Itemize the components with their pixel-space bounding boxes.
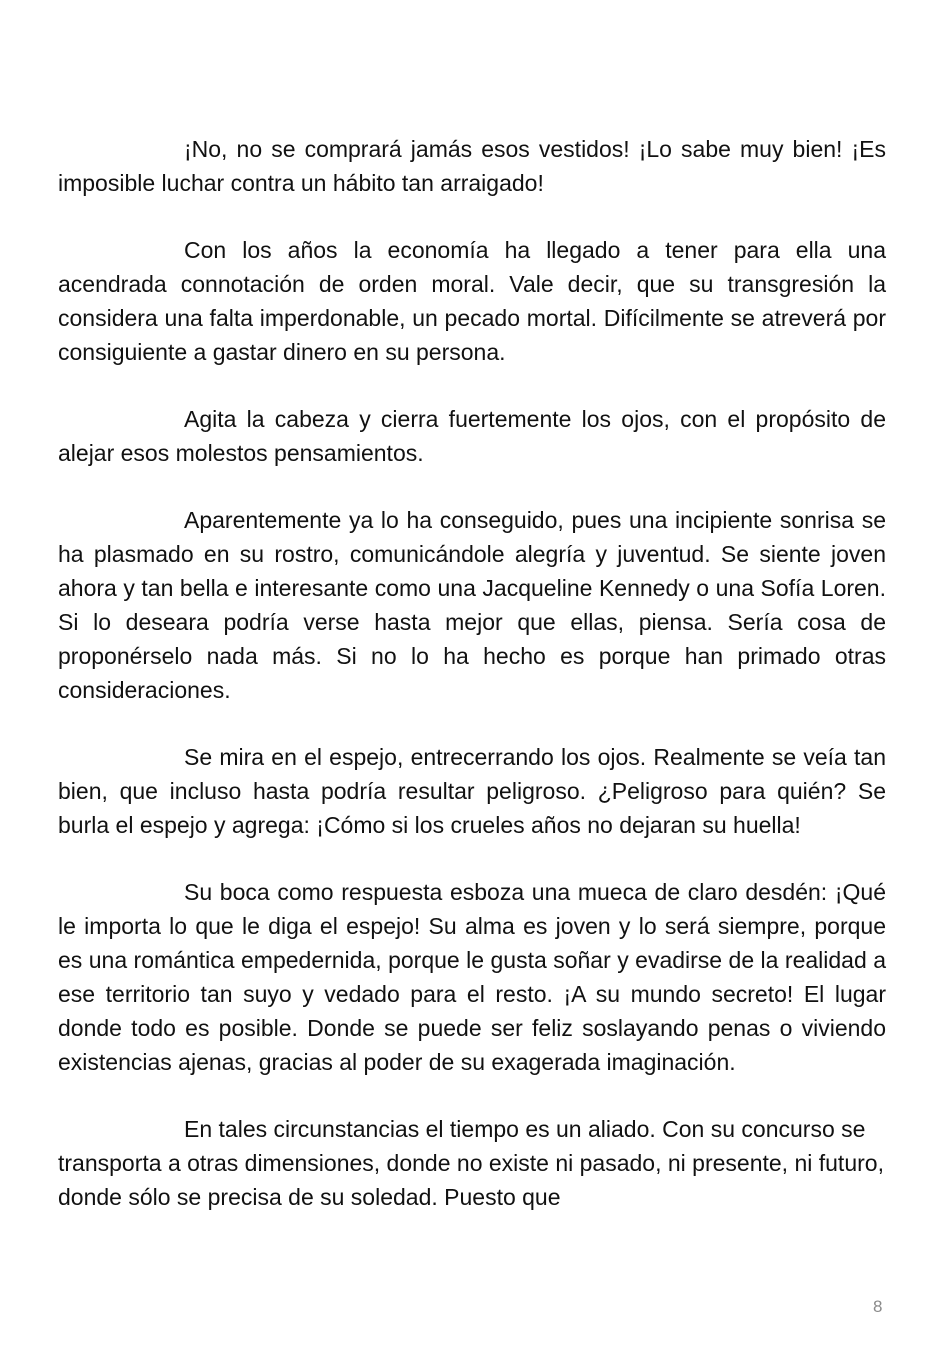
- paragraph-6: [58, 875, 886, 1079]
- paragraph-text: Agita la cabeza y cierra fuertemente los ojos, con el propósito de alejar esos molestos pensamientos.: [58, 406, 886, 466]
- paragraph-7: [58, 1112, 886, 1214]
- paragraph-text: Se mira en el espejo, entrecerrando los ojos. Realmente se veía tan bien, que incluso hasta podría resultar peligroso. ¿Peligroso para quién? Se burla el espejo y agrega: ¡Cómo si los crueles años no dejaran su huella!: [58, 744, 886, 838]
- paragraph-5: [58, 740, 886, 842]
- document-body: [58, 132, 886, 1214]
- paragraph-text: Aparentemente ya lo ha conseguido, pues una incipiente sonrisa se ha plasmado en su rostro, comunicándole alegría y juventud. Se siente joven ahora y tan bella e interesante como una Jacqueline Kennedy o una Sofía Loren. Si lo deseara podría verse hasta mejor que ellas, piensa. Sería cosa de proponérselo nada más. Si no lo ha hecho es porque han primado otras consideraciones.: [58, 507, 886, 703]
- paragraph-text: ¡No, no se comprará jamás esos vestidos! ¡Lo sabe muy bien! ¡Es imposible luchar contra un hábito tan arraigado!: [58, 136, 886, 196]
- paragraph-text: Su boca como respuesta esboza una mueca de claro desdén: ¡Qué le importa lo que le diga el espejo! Su alma es joven y lo será siempre, porque es una romántica empedernida, porque le gusta soñar y evadirse de la realidad a ese territorio tan suyo y vedado para el resto. ¡A su mundo secreto! El lugar donde todo es posible. Donde se puede ser feliz soslayando penas o viviendo existencias ajenas, gracias al poder de su exagerada imaginación.: [58, 879, 886, 1075]
- paragraph-4: [58, 503, 886, 707]
- page-number: 8: [873, 1297, 883, 1316]
- paragraph-1: [58, 132, 886, 200]
- paragraph-2: [58, 233, 886, 369]
- paragraph-text: En tales circunstancias el tiempo es un aliado. Con su concurso se transporta a otras dimensiones, donde no existe ni pasado, ni presente, ni futuro, donde sólo se precisa de su soledad. Puesto que: [58, 1116, 884, 1210]
- paragraph-3: [58, 402, 886, 470]
- paragraph-text: Con los años la economía ha llegado a tener para ella una acendrada connotación de orden moral. Vale decir, que su transgresión la considera una falta imperdonable, un pecado mortal. Difícilmente se atreverá por consiguiente a gastar dinero en su persona.: [58, 237, 886, 365]
